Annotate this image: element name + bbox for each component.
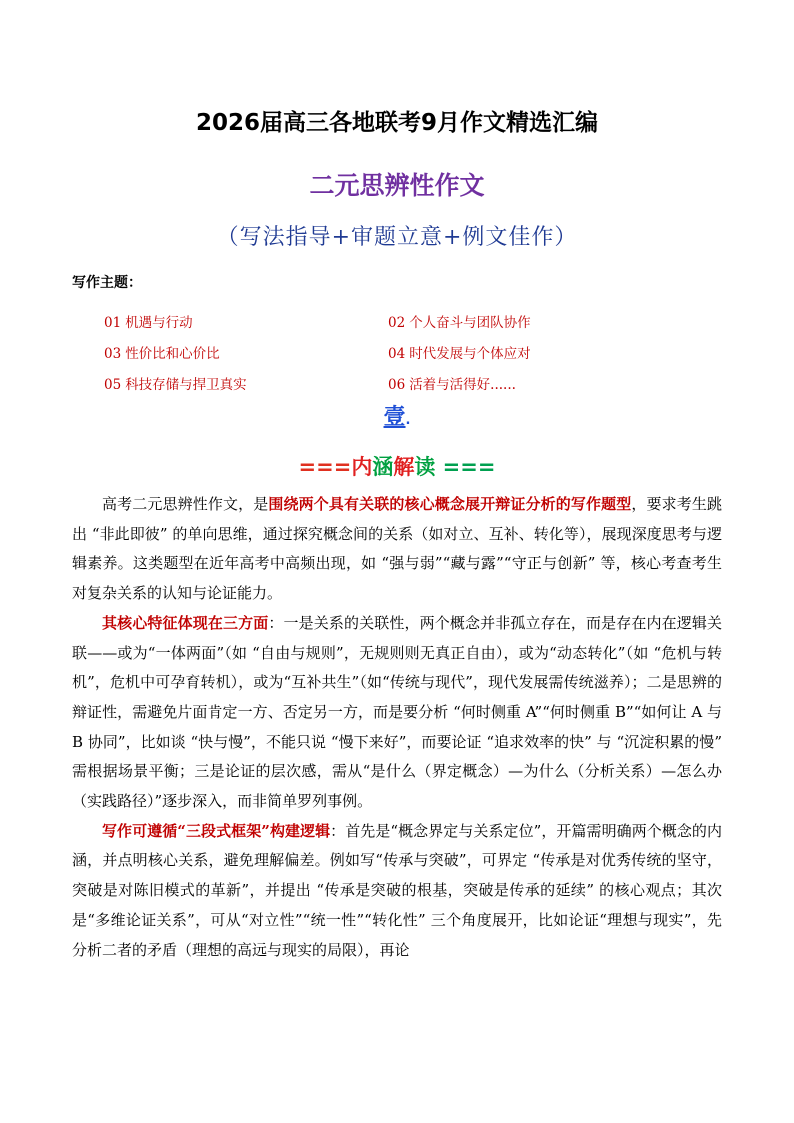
section-number-dot: . — [405, 413, 411, 428]
document-title: 2026届高三各地联考9月作文精选汇编 — [195, 110, 599, 136]
paragraph-text: ：首先是“概念界定与关系定位”，开篇需明确两个概念的内涵，并点明核心关系，避免理解偏差。例如写“传承与突破”，可界定 “传承是对优秀传统的坚守，突破是对陈旧模式的革新”，并提出 “传承是突破的根基，突破是传承的延续” 的核心观点；其次是“多维论证关系”，可从“对立性”“统一性”“转化性” 三个角度展开，比如论证“理想与现实”，先分析二者的矛盾（理想的高远与现实的局限），再论 — [72, 821, 722, 959]
section-number-text: 壹 — [383, 405, 406, 430]
topic-text: 科技存储与捍卫真实 — [125, 377, 247, 393]
heading-decor-right: === — [442, 455, 496, 479]
paragraph-intro — [72, 490, 722, 609]
topic-text: 性价比和心价比 — [125, 346, 220, 362]
topic-number: 04 — [388, 346, 406, 362]
paragraph-emphasis: 写作可遵循“三段式框架”构建逻辑 — [102, 821, 331, 840]
heading-char: 内 — [351, 455, 373, 479]
topic-item — [388, 373, 516, 393]
section-heading — [0, 451, 794, 481]
body-text — [72, 490, 722, 965]
topic-number: 03 — [104, 346, 122, 362]
paragraph-framework — [72, 817, 722, 966]
topic-item — [104, 311, 193, 331]
heading-char: 读 — [414, 455, 436, 479]
paragraph-text: 高考二元思辨性作文，是 — [102, 495, 269, 513]
paragraph-emphasis: 围绕两个具有关联的核心概念展开辩证分析的写作题型 — [268, 495, 632, 513]
topic-item — [388, 311, 531, 331]
topic-item — [104, 373, 247, 393]
heading-char: 涵 — [372, 455, 394, 479]
document-subtitle: 二元思辨性作文 — [309, 171, 485, 200]
topic-item — [388, 342, 531, 362]
topic-text: 个人奋斗与团队协作 — [409, 315, 531, 331]
topic-item — [104, 342, 220, 362]
topic-number: 05 — [104, 377, 122, 393]
topic-number: 06 — [388, 377, 406, 393]
topics-label: 写作主题： — [72, 275, 142, 291]
topic-text: 时代发展与个体应对 — [409, 346, 531, 362]
section-number — [0, 400, 794, 431]
paragraph-emphasis: 其核心特征体现在三方面 — [102, 613, 269, 632]
document-subtitle-detail: （写法指导+审题立意+例文佳作） — [216, 225, 578, 250]
paragraph-features — [72, 609, 722, 817]
paragraph-text: ：一是关系的关联性，两个概念并非孤立存在，而是存在内在逻辑关联——或为“一体两面”（如 “自由与规则”，无规则则无真正自由），或为“动态转化”（如 “危机与转机”，危机中可孕育转机），或为“互补共生”（如“传统与现代”，现代发展需传统滋养）；二是思辨的辩证性，需避免片面肯定一方、否定另一方，而是要分析 “何时侧重 A”“何时侧重 B”“如何让 A 与 B 协同”，比如谈 “快与慢”，不能只说 “慢下来好”，而要论证 “追求效率的快” 与 “沉淀积累的慢” 需根据场景平衡；三是论证的层次感，需从“是什么（界定概念）—为什么（分析关系）—怎么办（实践路径）”逐步深入，而非简单罗列事例。 — [72, 613, 722, 811]
heading-char: 解 — [393, 455, 415, 479]
heading-decor-left: === — [298, 455, 352, 479]
topic-text: 活着与活得好...... — [409, 377, 516, 393]
topic-text: 机遇与行动 — [125, 315, 193, 331]
topic-number: 02 — [388, 315, 406, 331]
paragraph-text: ，要求考生跳出 “非此即彼” 的单向思维，通过探究概念间的关系（如对立、互补、转化等），展现深度思考与逻辑素养。这类题型在近年高考中高频出现，如 “强与弱”“藏与露”“守正与创新” 等，核心考查考生对复杂关系的认知与论证能力。 — [72, 495, 722, 603]
topic-number: 01 — [104, 315, 122, 331]
